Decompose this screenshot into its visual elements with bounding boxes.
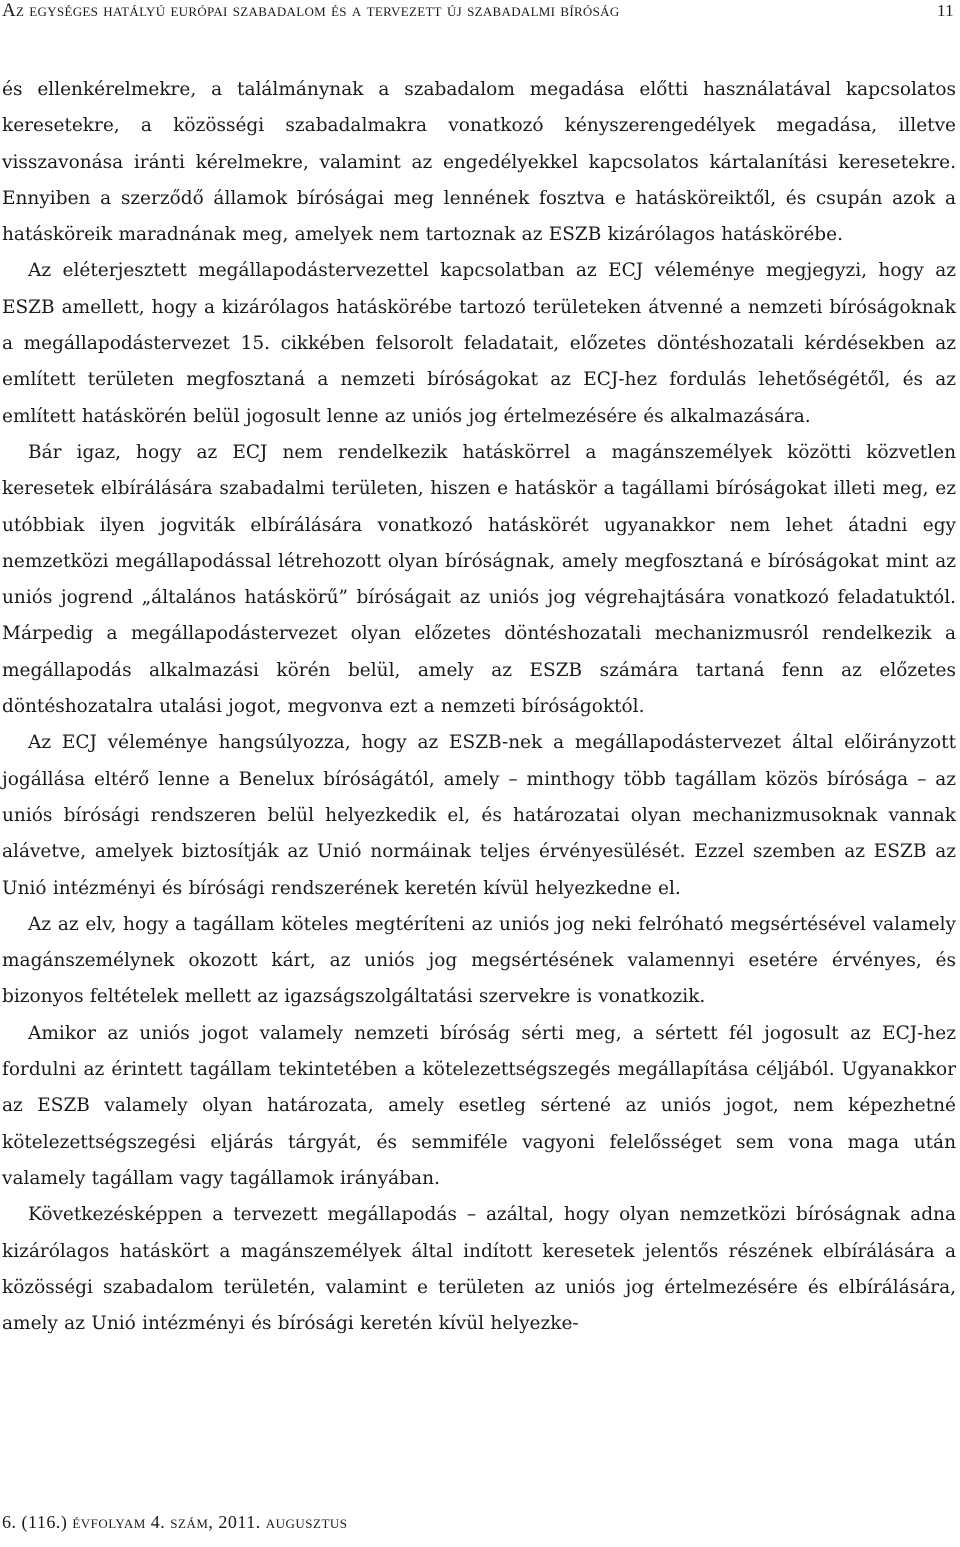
running-footer xyxy=(2,1512,348,1533)
paragraph-4: Az ECJ véleménye hangsúlyozza, hogy az ESZB-nek a megállapodástervezet által előirányzott jogállása eltérő lenne a Benelux bíróságától, amely – minthogy több tagállam közös bírósága – az uniós bírósági rendszeren belül helyezkedik el, és határozatai olyan mechanizmusoknak vannak alávetve, amelyek biztosítják az Unió normáinak teljes érvényesülését. Ezzel szemben az ESZB az Unió intézményi és bírósági rendszerének keretén kívül helyezkedne el. xyxy=(2,732,956,899)
paragraph-7: Következésképpen a tervezett megállapodás – azáltal, hogy olyan nemzetközi bíróságnak adna kizárólagos hatáskört a magánszemélyek által indított keresetek jelentős részének elbírálására a közösségi szabadalom területén, valamint e területen az uniós jog értelmezésére és elbírálására, amely az Unió intézményi és bírósági keretén kívül helyezke- xyxy=(2,1204,956,1335)
body-text xyxy=(2,72,956,1342)
paragraph-2: Az eléterjesztett megállapodástervezettel kapcsolatban az ECJ véleménye megjegyzi, hogy az ESZB amellett, hogy a kizárólagos hatáskörébe tartozó területeken átvenné a nemzeti bíróságoknak a megállapodástervezet 15. cikkében felsorolt feladatait, előzetes döntéshozatali kérdésekben az említett területen megfosztaná a nemzeti bíróságokat az ECJ-hez fordulás lehetőségétől, és az említett hatáskörén belül jogosult lenne az uniós jog értelmezésére és alkalmazására. xyxy=(2,260,956,427)
page-number: 11 xyxy=(937,1,954,20)
header-title: Az egységes hatályú európai szabadalom és a tervezett új szabadalmi bíróság xyxy=(2,0,620,21)
running-header xyxy=(2,0,954,30)
paragraph-6: Amikor az uniós jogot valamely nemzeti bíróság sérti meg, a sértett fél jogosult az ECJ-hez fordulni az érintett tagállam tekintetében a kötelezettségszegés megállapítása céljából. Ugyanakkor az ESZB valamely olyan határozata, amely esetleg sértené az uniós jogot, nem képezhetné kötelezettségszegési eljárás tárgyát, és semmiféle vagyoni felelősséget sem vona maga után valamely tagállam vagy tagállamok irányában. xyxy=(2,1022,956,1189)
footer-issue-info: 6. (116.) évfolyam 4. szám, 2011. augusztus xyxy=(2,1512,348,1532)
paragraph-5: Az az elv, hogy a tagállam köteles megtéríteni az uniós jog neki felróható megsértésével valamely magánszemélynek okozott kárt, az uniós jog megsértésének valamennyi esetére érvényes, és bizonyos feltételek mellett az igazságszolgáltatási szervekre is vonatkozik. xyxy=(2,913,956,1008)
paragraph-3: Bár igaz, hogy az ECJ nem rendelkezik hatáskörrel a magánszemélyek közötti közvetlen keresetek elbírálására szabadalmi területen, hiszen e hatáskör a tagállami bíróságokat illeti meg, ez utóbbiak ilyen jogviták elbírálására vonatkozó hatáskörét ugyanakkor nem lehet átadni egy nemzetközi megállapodással létrehozott olyan bíróságnak, amely megfosztaná e bíróságokat mint az uniós jogrend „általános hatáskörű” bíróságait az uniós jog végrehajtására vonatkozó feladatuktól. Márpedig a megállapodástervezet olyan előzetes döntéshozatali mechanizmusról rendelkezik a megállapodás alkalmazási körén belül, amely az ESZB számára tartaná fenn az előzetes döntéshozatalra utalási jogot, megvonva ezt a nemzeti bíróságoktól. xyxy=(2,441,956,718)
paragraph-1: és ellenkérelmekre, a találmánynak a szabadalom megadása előtti használatával kapcsolatos keresetekre, a közösségi szabadalmakra vonatkozó kényszerengedélyek megadása, illetve visszavonása iránti kérelmekre, valamint az engedélyekkel kapcsolatos kártalanítási keresetekre. Ennyiben a szerződő államok bíróságai meg lennének fosztva e hatásköreiktől, és csupán azok a hatásköreik maradnának meg, amelyek nem tartoznak az ESZB kizárólagos hatáskörébe. xyxy=(2,79,956,246)
